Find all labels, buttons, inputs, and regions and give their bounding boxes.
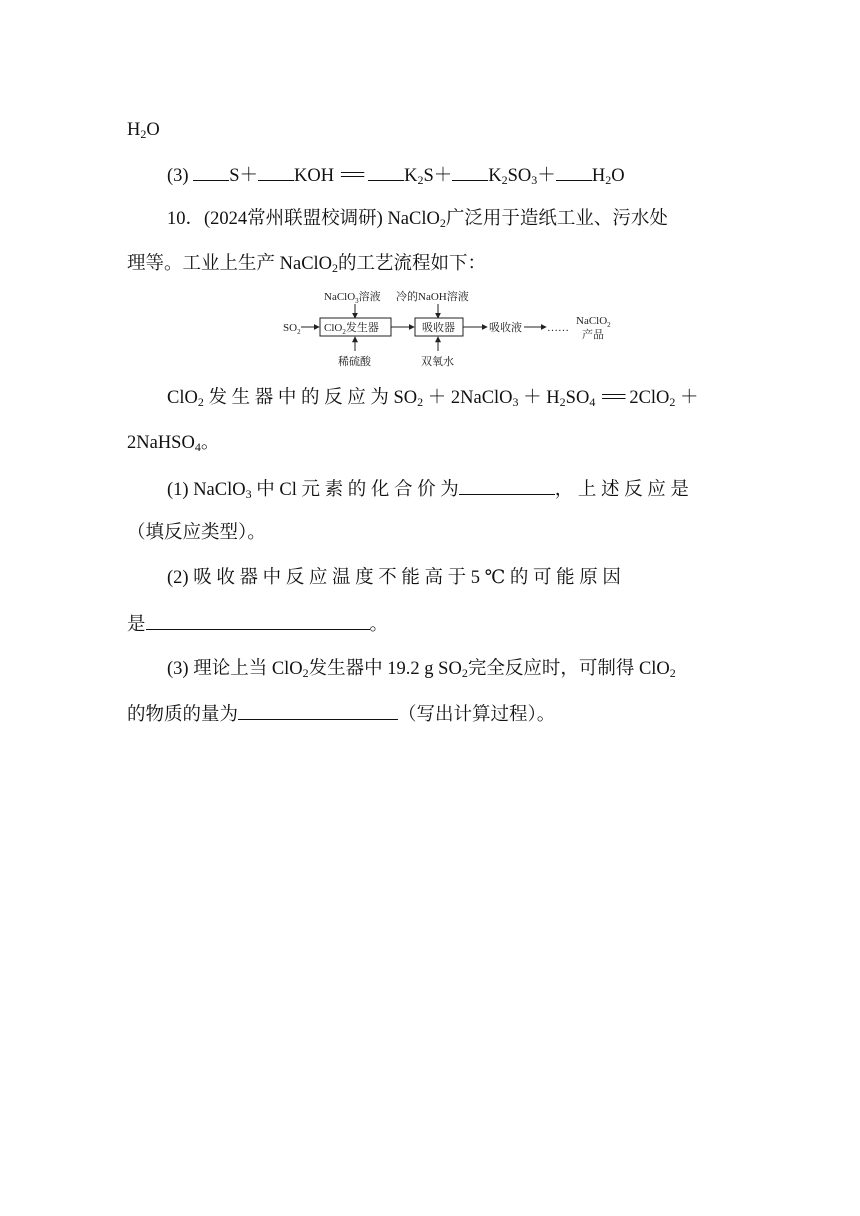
flow-label-naclo3-solution: NaClO$_3$溶液 <box>324 291 381 305</box>
flow-label-product-word: 产品 <box>582 329 604 341</box>
answer-blank[interactable] <box>452 162 488 181</box>
flow-label-product: NaClO$_2$ <box>576 315 611 329</box>
question-10-intro-cont: 理等。工业上生产 NaClO$_2$的工艺流程如下： <box>127 254 487 275</box>
reaction-equation-cont: 2NaHSO$_4$。 <box>127 433 220 454</box>
question-1-cont: （填反应类型）。 <box>127 523 266 543</box>
question-10-intro: 10．(2024常州联盟校调研) NaClO$_2$广泛用于造纸工业、污水处 <box>167 209 668 230</box>
answer-blank[interactable] <box>368 162 404 181</box>
clo2-generator-label: ClO$_2$发生器 <box>324 322 379 336</box>
text-line-h2o: $H_2O$ <box>127 120 160 141</box>
answer-blank[interactable] <box>258 162 294 181</box>
flow-label-dilute-sulfuric-acid: 稀硫酸 <box>338 356 371 368</box>
question-3-equation: (3) S＋ KOH === $K_2S+ K_2SO_3+ H_2O$ <box>167 162 625 188</box>
flow-label-so2: $SO_2$ <box>283 322 301 336</box>
answer-blank-amount[interactable] <box>238 701 398 720</box>
question-3-calc-cont: 的物质的量为 （写出计算过程）。 <box>127 701 555 727</box>
answer-blank-reason[interactable] <box>146 611 370 630</box>
question-2: (2) 吸 收 器 中 反 应 温 度 不 能 高 于 5 ℃ 的 可 能 原 因 <box>167 568 621 588</box>
reaction-equation: ClO$_2$ 发 生 器 中 的 反 应 为 $SO_2$ ＋ 2NaClO$_3$ ＋ $H_2SO_4$ === 2ClO$_2$ ＋ <box>167 388 699 409</box>
answer-blank[interactable] <box>193 162 229 181</box>
flow-label-absorbed-liquid: 吸收液 <box>489 322 522 334</box>
question-1: (1) NaClO$_3$ 中 Cl 元 素 的 化 合 价 为 ， 上 述 反 应 是 <box>167 476 689 502</box>
absorber-label: 吸收器 <box>422 322 455 334</box>
answer-blank[interactable] <box>556 162 592 181</box>
flow-ellipsis: …… <box>547 322 569 334</box>
question-3-calc: (3) 理论上当 ClO$_2$发生器中 19.2 g $SO_2$完全反应时，可制得 ClO$_2$ <box>167 659 676 680</box>
question-2-cont: 是 。 <box>127 611 388 637</box>
process-flow-diagram <box>280 286 620 372</box>
flow-label-hydrogen-peroxide: 双氧水 <box>421 356 454 368</box>
flow-label-cold-naoh: 冷的NaOH溶液 <box>396 291 469 303</box>
answer-blank-valence[interactable] <box>459 476 555 495</box>
